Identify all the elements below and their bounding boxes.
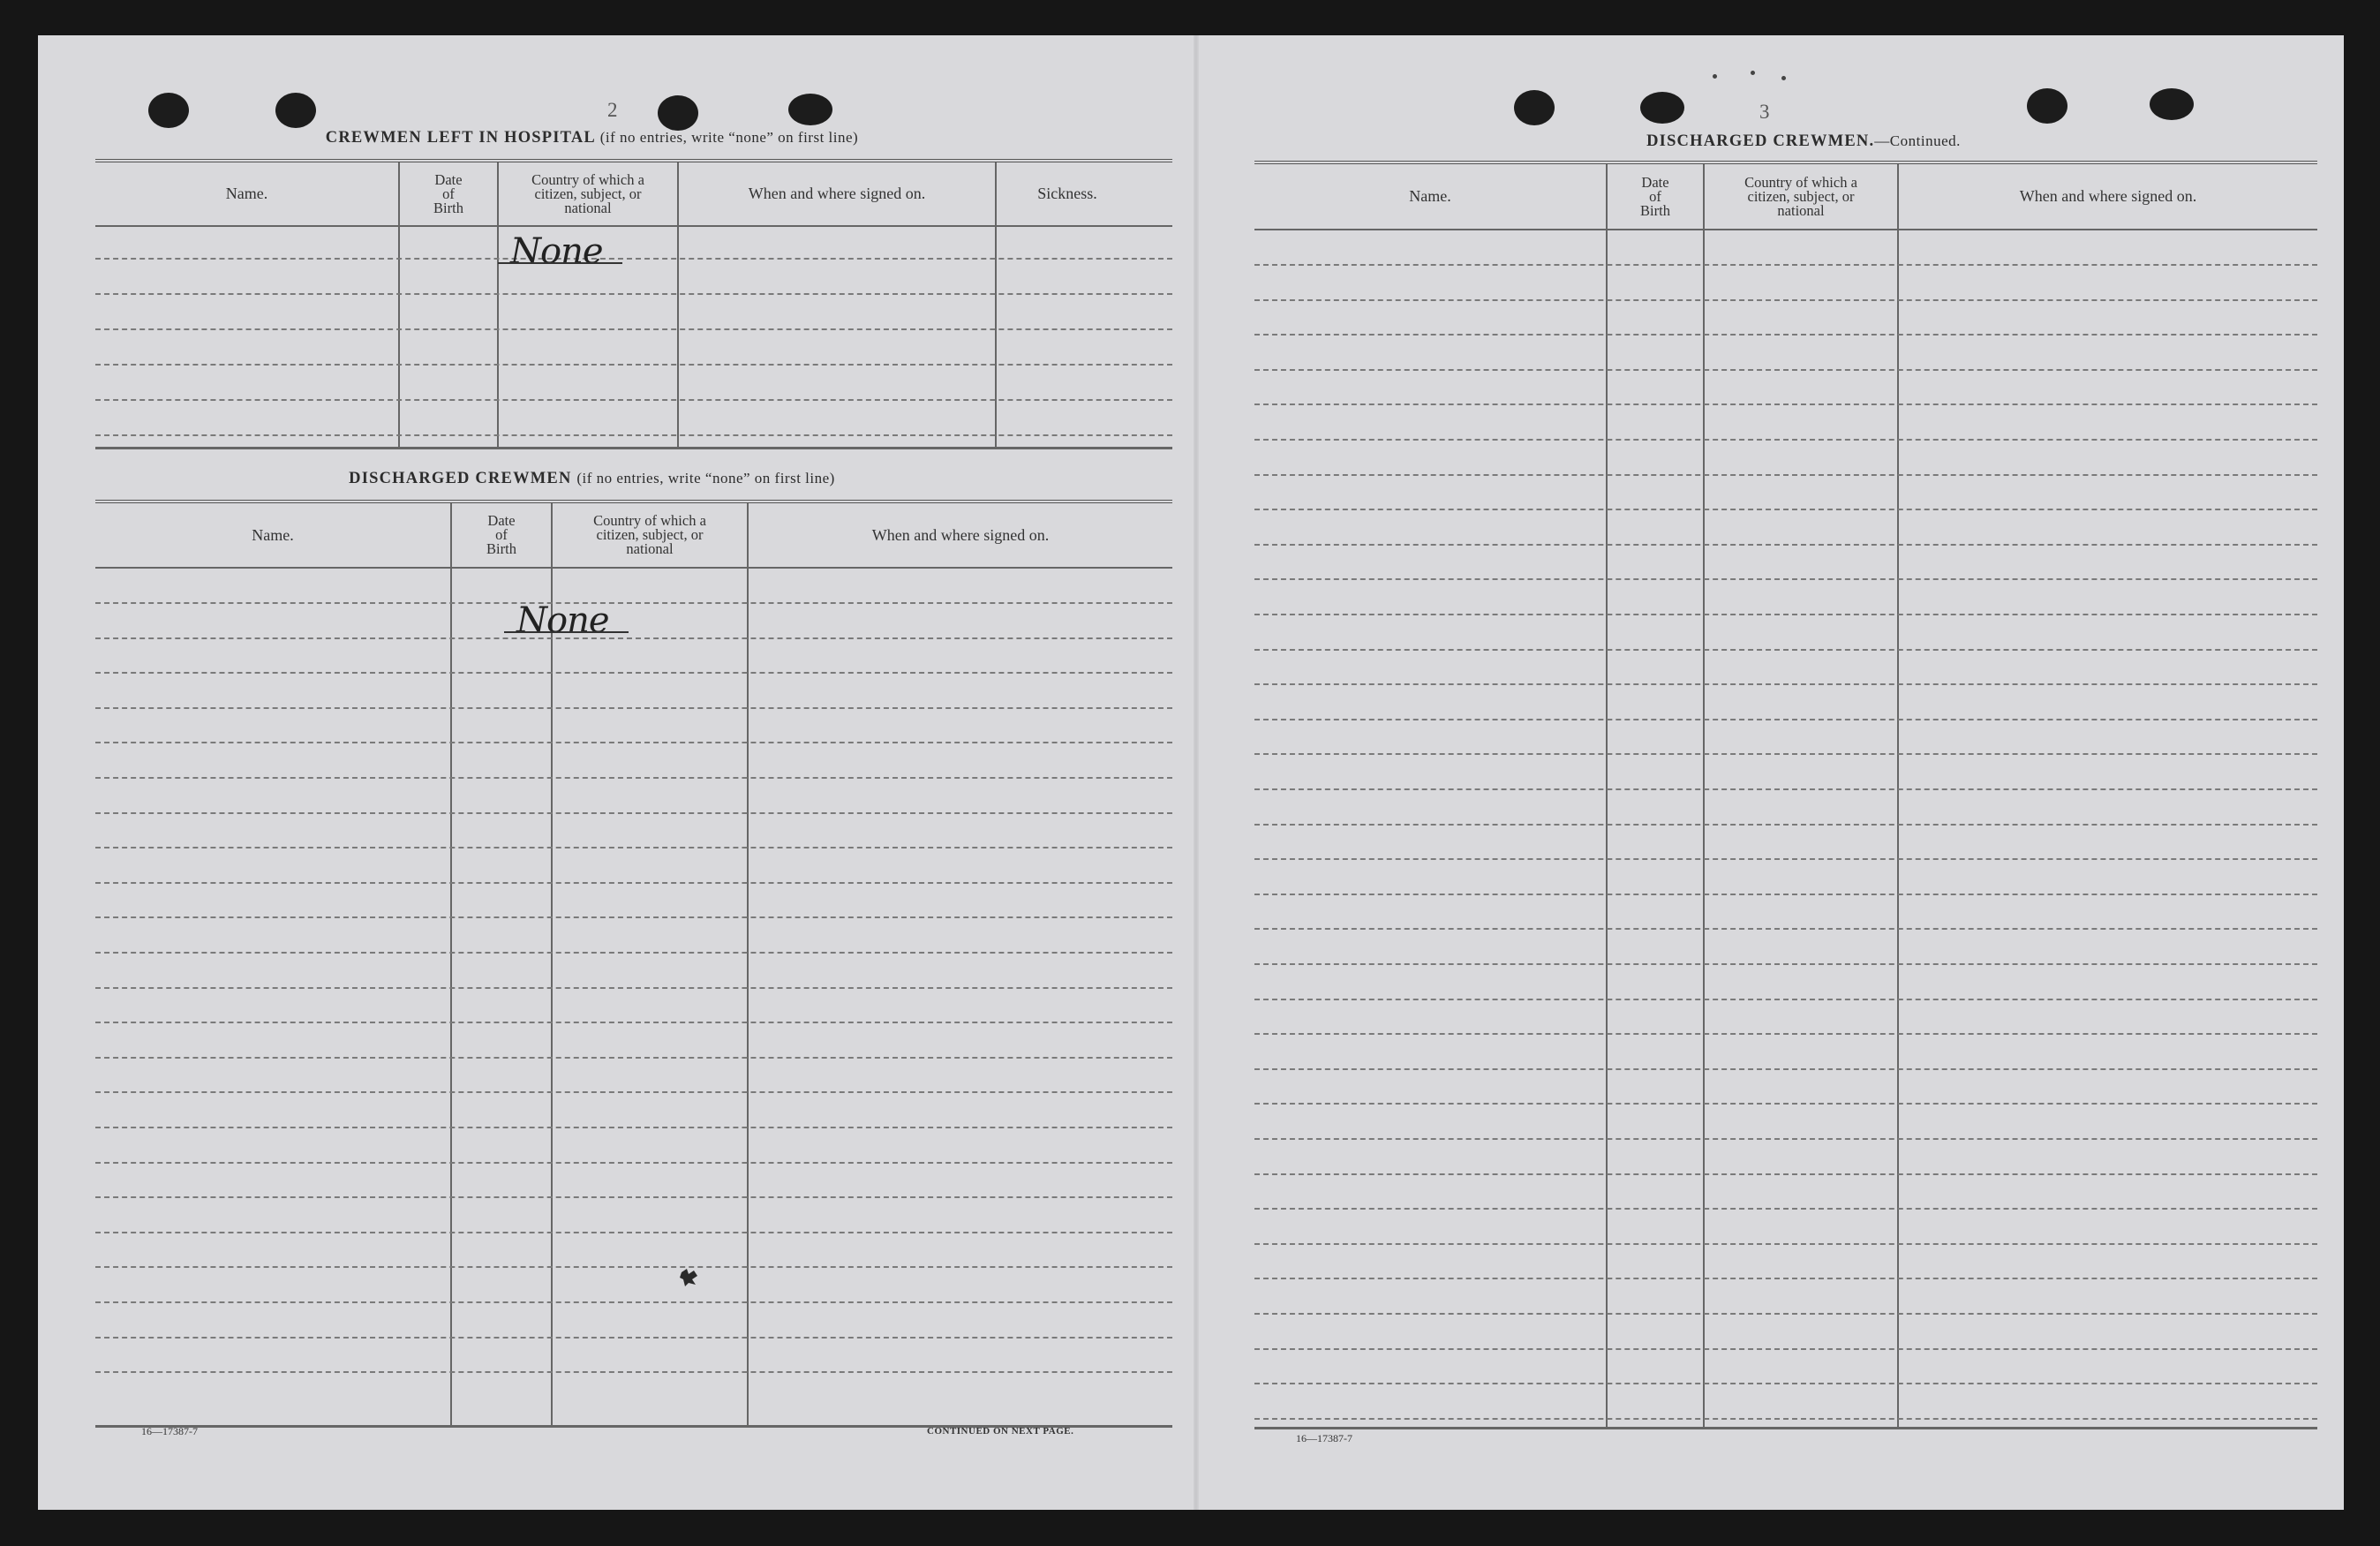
table-row xyxy=(95,1266,1172,1268)
table-row xyxy=(95,707,1172,709)
col-header-dob: Date of Birth xyxy=(486,512,516,557)
col-header-name: Name. xyxy=(1409,187,1451,205)
table-row xyxy=(95,1057,1172,1059)
discharged-rows-left xyxy=(95,567,1172,1425)
hospital-section-title xyxy=(95,129,1088,147)
table-row xyxy=(1254,719,2317,720)
table-row xyxy=(1254,509,2317,510)
speck xyxy=(1751,71,1755,75)
punch-hole-icon xyxy=(1514,90,1555,125)
discharged-rows-right xyxy=(1254,229,2317,1427)
table-row xyxy=(95,882,1172,884)
page-number-left: 2 xyxy=(607,99,618,121)
form-number-right: 16—17387-7 xyxy=(1296,1432,1352,1444)
speck xyxy=(1781,76,1786,80)
ink-blot-icon xyxy=(678,1267,701,1288)
table-row xyxy=(95,1162,1172,1164)
hospital-table-header xyxy=(95,162,1172,227)
table-row xyxy=(1254,1173,2317,1175)
table-row xyxy=(1254,1243,2317,1245)
table-row xyxy=(1254,369,2317,371)
table-row xyxy=(1254,1208,2317,1210)
table-row xyxy=(1254,299,2317,301)
discharged-table-header xyxy=(95,503,1172,569)
col-header-sickness: Sickness. xyxy=(1037,185,1097,202)
table-row xyxy=(95,1232,1172,1233)
hospital-rows xyxy=(95,225,1172,447)
page-gutter xyxy=(1194,35,1199,1510)
table-row xyxy=(95,1301,1172,1303)
table-row xyxy=(95,777,1172,779)
table-row xyxy=(95,987,1172,989)
table-row xyxy=(1254,1068,2317,1070)
table-row xyxy=(1254,1033,2317,1035)
table-row xyxy=(1254,1383,2317,1384)
form-number-left: 16—17387-7 xyxy=(141,1425,198,1437)
discharged-section-title xyxy=(95,470,1088,488)
table-row xyxy=(95,812,1172,814)
handwritten-none-hospital: None xyxy=(510,231,603,272)
discharged-instruction: (if no entries, write “none” on first line) xyxy=(576,470,835,486)
table-row xyxy=(95,293,1172,295)
table-row xyxy=(95,637,1172,639)
punch-hole-icon xyxy=(2027,88,2067,124)
table-row xyxy=(1254,894,2317,895)
col-header-country: Country of which a citizen, subject, or national xyxy=(531,170,644,216)
speck xyxy=(1713,74,1717,79)
col-header-dob: Date of Birth xyxy=(1640,173,1670,219)
table-row xyxy=(1254,439,2317,441)
col-header-name: Name. xyxy=(225,185,268,202)
table-row xyxy=(1254,1313,2317,1315)
table-row xyxy=(95,1196,1172,1198)
table-row xyxy=(1254,858,2317,860)
table-row xyxy=(1254,1103,2317,1105)
table-row xyxy=(95,1371,1172,1373)
discharged-title-text: DISCHARGED CREWMEN xyxy=(349,470,572,487)
punch-hole-icon xyxy=(275,93,316,128)
table-row xyxy=(95,364,1172,366)
ledger-sheet xyxy=(38,35,2344,1510)
col-header-name: Name. xyxy=(252,525,294,544)
table-row xyxy=(1254,1278,2317,1279)
punch-hole-icon xyxy=(2150,88,2194,120)
table-row xyxy=(95,916,1172,918)
table-row xyxy=(95,952,1172,954)
table-row xyxy=(1254,1418,2317,1420)
punch-hole-icon xyxy=(148,93,189,128)
discharged-continued-title-text: DISCHARGED CREWMEN. xyxy=(1646,132,1875,150)
table-row xyxy=(95,328,1172,330)
table-row xyxy=(1254,264,2317,266)
continued-suffix: —Continued. xyxy=(1874,132,1961,149)
table-row xyxy=(1254,649,2317,651)
col-header-signed-on: When and where signed on. xyxy=(2019,187,2197,205)
table-row xyxy=(95,399,1172,401)
table-row xyxy=(95,1127,1172,1128)
table-row xyxy=(95,434,1172,436)
table-row xyxy=(1254,614,2317,615)
punch-hole-icon xyxy=(788,94,832,125)
hospital-title-text: CREWMEN LEFT IN HOSPITAL xyxy=(325,129,595,147)
table-row xyxy=(1254,403,2317,405)
table-row xyxy=(95,602,1172,604)
table-row xyxy=(1254,683,2317,685)
table-row xyxy=(95,258,1172,260)
discharged-continued-header xyxy=(1254,164,2317,230)
col-header-country: Country of which a citizen, subject, or national xyxy=(593,512,706,557)
table-row xyxy=(1254,1348,2317,1350)
discharged-table-left xyxy=(95,500,1172,1428)
discharged-continued-title xyxy=(1292,132,2316,151)
punch-hole-icon xyxy=(1640,92,1684,124)
table-row xyxy=(1254,544,2317,546)
table-row xyxy=(95,847,1172,848)
page-number-right: 3 xyxy=(1759,101,1770,123)
table-row xyxy=(95,1091,1172,1093)
table-row xyxy=(1254,788,2317,790)
continued-note: CONTINUED ON NEXT PAGE. xyxy=(927,1426,1074,1437)
table-row xyxy=(1254,824,2317,826)
table-row xyxy=(95,1022,1172,1023)
table-row xyxy=(1254,963,2317,965)
col-header-signed-on: When and where signed on. xyxy=(871,525,1050,544)
col-header-signed-on: When and where signed on. xyxy=(748,185,926,202)
table-row xyxy=(95,1337,1172,1339)
table-row xyxy=(1254,578,2317,580)
table-row xyxy=(1254,334,2317,336)
table-row xyxy=(1254,753,2317,755)
col-header-country: Country of which a citizen, subject, or national xyxy=(1744,173,1857,219)
punch-hole-icon xyxy=(658,95,698,131)
table-row xyxy=(1254,999,2317,1000)
table-row xyxy=(1254,928,2317,930)
discharged-table-right xyxy=(1254,161,2317,1429)
table-row xyxy=(1254,1138,2317,1140)
table-row xyxy=(95,672,1172,674)
table-row xyxy=(95,742,1172,743)
hospital-instruction: (if no entries, write “none” on first line) xyxy=(599,129,859,146)
table-row xyxy=(1254,474,2317,476)
col-header-dob: Date of Birth xyxy=(433,170,463,216)
hospital-table xyxy=(95,159,1172,449)
handwritten-none-discharged: None xyxy=(516,600,609,641)
